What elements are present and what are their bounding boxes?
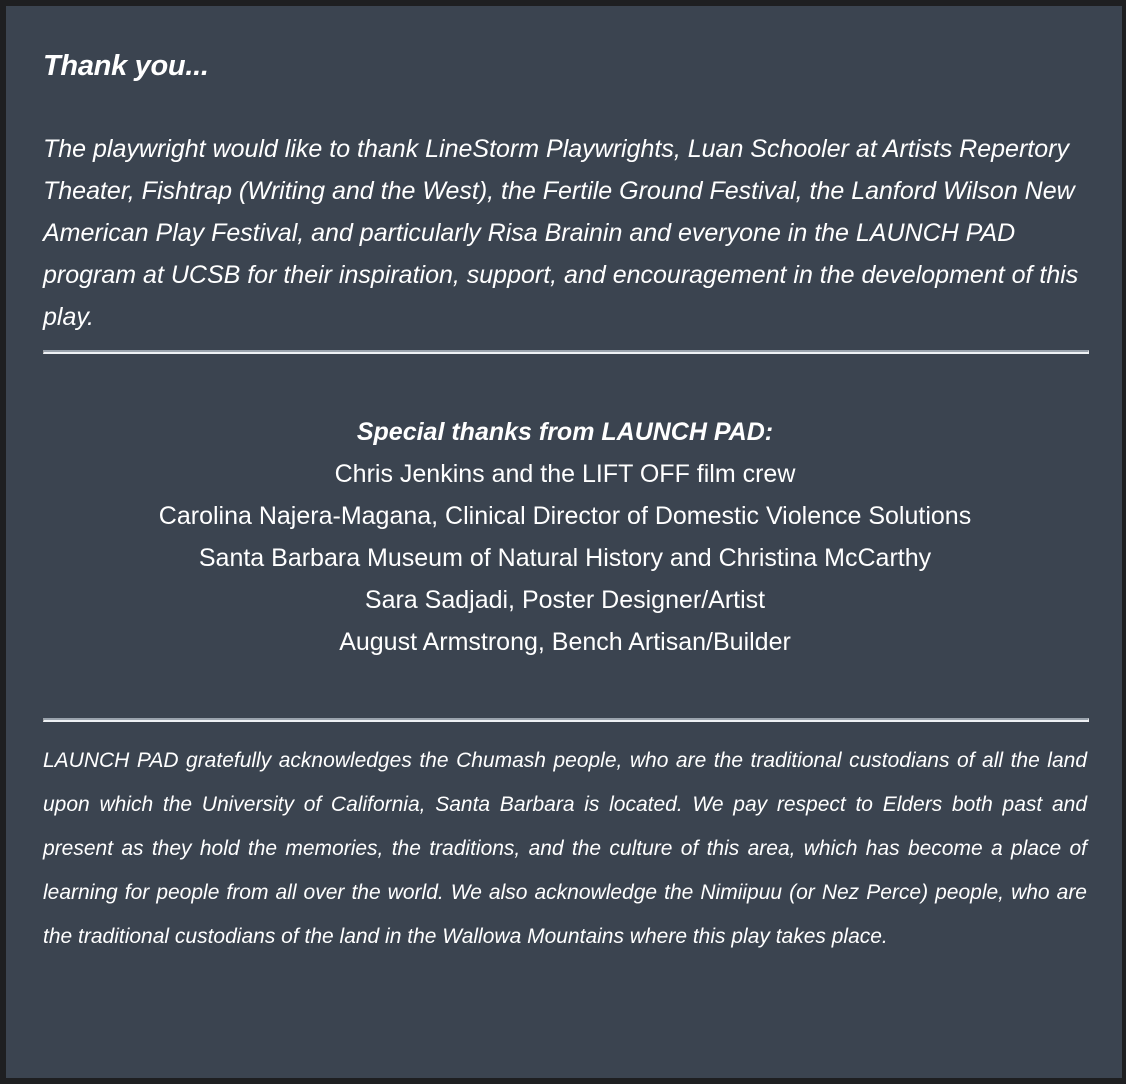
thank-you-heading: Thank you... <box>43 50 209 82</box>
playwright-thanks-paragraph: The playwright would like to thank LineStorm Playwrights, Luan Schooler at Artists Repertory Theater, Fishtrap (Writing and the West), the Fertile Ground Festival, the Lanford Wilson New American Play Festival, and particularly Risa Brainin and everyone in the LAUNCH PAD program at UCSB for their inspiration, support, and encouragement in the development of this play. <box>43 135 1079 331</box>
special-thanks-section <box>43 411 1087 663</box>
credit-line: Carolina Najera-Magana, Clinical Director of Domestic Violence Solutions <box>158 502 972 530</box>
credit-line: Sara Sadjadi, Poster Designer/Artist <box>364 586 766 614</box>
credit-line: Santa Barbara Museum of Natural History and Christina McCarthy <box>198 544 932 572</box>
special-thanks-title: Special thanks from LAUNCH PAD: <box>356 418 774 446</box>
section-divider <box>43 350 1089 354</box>
credit-line: Chris Jenkins and the LIFT OFF film crew <box>334 460 796 488</box>
acknowledgements-panel <box>6 6 1122 1078</box>
land-acknowledgement-paragraph: LAUNCH PAD gratefully acknowledges the Chumash people, who are the traditional custodians of all the land upon which the University of California, Santa Barbara is located. We pay respect to Elders both past and present as they hold the memories, the traditions, and the culture of this area, which has become a place of learning for people from all over the world. We also acknowledge the Nimiipuu (or Nez Perce) people, who are the traditional custodians of the land in the Wallowa Mountains where this play takes place. <box>43 749 1087 948</box>
credit-line: August Armstrong, Bench Artisan/Builder <box>339 628 791 656</box>
section-divider <box>43 718 1089 722</box>
